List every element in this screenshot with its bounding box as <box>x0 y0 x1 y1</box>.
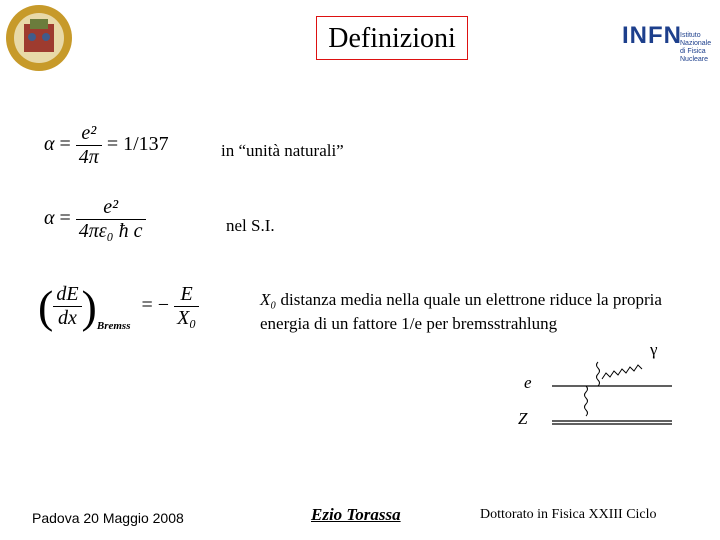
note-natural-units: in “unità naturali” <box>221 141 344 160</box>
note3-symbol: X₀ <box>260 290 277 309</box>
infn-sub2: di Fisica Nucleare <box>680 48 709 63</box>
nucleus-label: Z <box>518 409 528 428</box>
f3-dx: dx <box>57 307 77 329</box>
f3-subscript: Bremss <box>96 320 131 333</box>
footer-author: Ezio Torassa <box>311 505 401 524</box>
footer-date: Padova 20 Maggio 2008 <box>32 510 184 526</box>
f1-num: e² <box>76 122 102 146</box>
note-si: nel S.I. <box>226 216 275 235</box>
infn-logo <box>622 22 720 72</box>
infn-word: INFN <box>622 22 682 49</box>
bremsstrahlung-diagram <box>540 335 680 435</box>
f2-den: 4πε₀ ħ c <box>78 220 143 242</box>
formula-alpha-si <box>44 196 146 243</box>
f3-eq: = − <box>141 294 170 317</box>
electron-label: e <box>524 373 532 392</box>
f3-deriv <box>53 283 81 330</box>
emitted-photon-wave <box>597 362 600 386</box>
note-radiation-length <box>260 288 700 336</box>
f2-fraction <box>76 196 146 243</box>
photon-wave <box>602 365 642 379</box>
university-seal-logo <box>2 2 76 74</box>
f3-fraction <box>174 283 199 330</box>
seal-icon <box>2 2 76 74</box>
exchange-wave <box>585 386 588 416</box>
f3-dE: dE <box>53 283 81 307</box>
f1-rhs: = 1/137 <box>106 133 169 156</box>
infn-sub1: Istituto Nazionale <box>680 32 712 47</box>
f1-fraction <box>76 122 102 169</box>
formula-bremsstrahlung: ( $\frac{dE}{dx}$ )$_{Bremss}$ = − $\frac{E}{\text{X₀}}$ <box>38 280 199 333</box>
f2-num: e² <box>76 196 146 220</box>
f3-num: E <box>174 283 199 307</box>
f3-den: X₀ <box>177 307 197 329</box>
note3-text: distanza media nella quale un elettrone riduce la propria energia di un fattore 1/e per bremsstrahlung <box>260 290 662 333</box>
f1-den: 4π <box>78 146 99 168</box>
formula-alpha-natural <box>44 122 169 169</box>
f2-lhs: α <box>44 207 55 230</box>
f2-eq: = <box>59 207 71 230</box>
f1-lhs: α <box>44 133 55 156</box>
photon-label: γ <box>650 340 658 359</box>
f1-eq: = <box>59 133 71 156</box>
footer-course: Dottorato in Fisica XXIII Ciclo <box>480 507 657 522</box>
page-title: Definizioni <box>316 16 468 60</box>
